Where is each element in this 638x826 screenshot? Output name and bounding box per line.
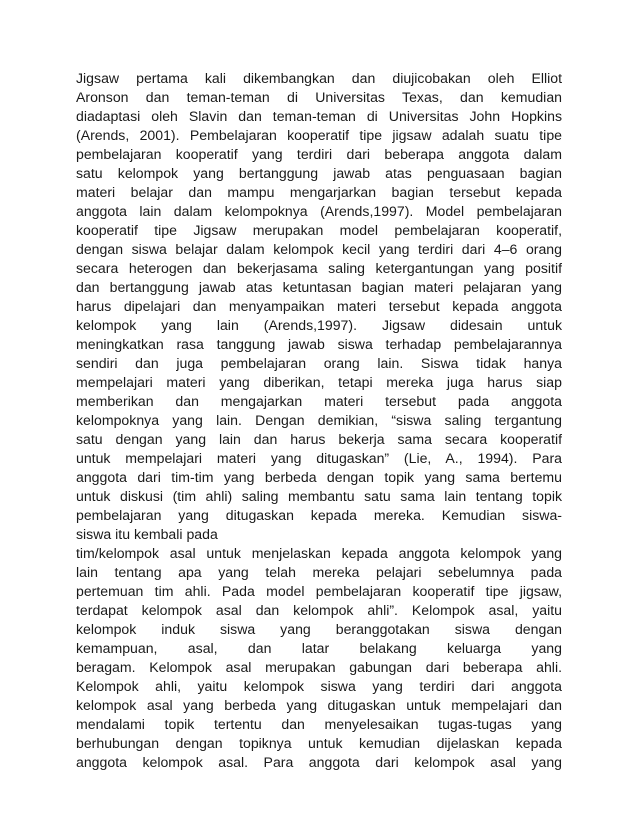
text-line: kelompok induk siswa yang beranggotakan siswa dengan [76,621,562,637]
text-line: satu dengan yang lain dan harus bekerja sama secara kooperatif [76,431,562,447]
text-line: berhubungan dengan topiknya untuk kemudian dijelaskan kepada [76,735,562,751]
text-line: materi belajar dan mampu mengarjarkan bagian tersebut kepada [76,184,562,200]
document-page [76,69,562,772]
text-line: siswa itu kembali pada [76,526,218,542]
text-line: memberikan dan mengajarkan materi tersebut pada anggota [76,393,562,409]
text-line: mempelajari materi yang diberikan, tetapi mereka juga harus siap [76,374,562,390]
text-line: pertemuan tim ahli. Pada model pembelajaran kooperatif tipe jigsaw, [76,583,562,599]
text-line: pembelajaran kooperatif yang terdiri dari beberapa anggota dalam [76,146,562,162]
text-line: kooperatif tipe Jigsaw merupakan model pembelajaran kooperatif, [76,222,562,238]
text-line: kemampuan, asal, dan latar belakang keluarga yang [76,640,562,656]
text-line: kelompok asal yang berbeda yang ditugaskan untuk mempelajari dan [76,697,562,713]
text-line: kelompoknya yang lain. Dengan demikian, “siswa saling tergantung [76,412,562,428]
text-line: Aronson dan teman-teman di Universitas Texas, dan kemudian [76,89,562,105]
text-line: untuk mempelajari materi yang ditugaskan” (Lie, A., 1994). Para [76,450,562,466]
text-line: harus dipelajari dan menyampaikan materi tersebut kepada anggota [76,298,562,314]
text-line: Kelompok ahli, yaitu kelompok siswa yang terdiri dari anggota [76,678,562,694]
text-line: secara heterogen dan bekerjasama saling ketergantungan yang positif [76,260,562,276]
text-line: diadaptasi oleh Slavin dan teman-teman di Universitas John Hopkins [76,108,562,124]
text-line: anggota lain dalam kelompoknya (Arends,1997). Model pembelajaran [76,203,562,219]
text-line: pembelajaran yang ditugaskan kepada mereka. Kemudian siswa- [76,507,562,523]
text-line: anggota dari tim-tim yang berbeda dengan topik yang sama bertemu [76,469,562,485]
text-line: (Arends, 2001). Pembelajaran kooperatif tipe jigsaw adalah suatu tipe [76,127,562,143]
text-line: kelompok yang lain (Arends,1997). Jigsaw didesain untuk [76,317,562,333]
text-line: sendiri dan juga pembelajaran orang lain. Siswa tidak hanya [76,355,562,371]
text-line: dengan siswa belajar dalam kelompok kecil yang terdiri dari 4–6 orang [76,241,562,257]
text-line: lain tentang apa yang telah mereka pelajari sebelumnya pada [76,564,562,580]
text-line: mendalami topik tertentu dan menyelesaikan tugas-tugas yang [76,716,562,732]
text-line: untuk diskusi (tim ahli) saling membantu satu sama lain tentang topik [76,488,562,504]
text-line: beragam. Kelompok asal merupakan gabungan dari beberapa ahli. [76,659,562,675]
text-line: meningkatkan rasa tanggung jawab siswa terhadap pembelajarannya [76,336,562,352]
text-line: terdapat kelompok asal dan kelompok ahli”. Kelompok asal, yaitu [76,602,562,618]
text-line: dan bertanggung jawab atas ketuntasan bagian materi pelajaran yang [76,279,562,295]
text-line: anggota kelompok asal. Para anggota dari kelompok asal yang [76,754,562,770]
text-line: tim/kelompok asal untuk menjelaskan kepada anggota kelompok yang [76,545,562,561]
text-line: satu kelompok yang bertanggung jawab atas penguasaan bagian [76,165,562,181]
text-line: Jigsaw pertama kali dikembangkan dan diujicobakan oleh Elliot [76,70,562,86]
